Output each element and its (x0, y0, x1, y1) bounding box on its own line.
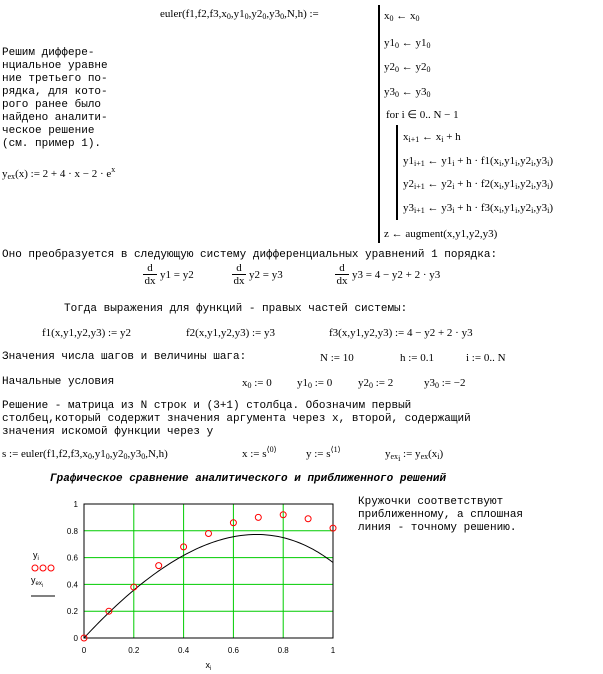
approx-point-8 (280, 512, 286, 518)
x-tick-1: 0.2 (128, 646, 140, 655)
program-bracket (378, 5, 380, 243)
deriv-1 (142, 262, 158, 287)
deriv-2-dx: dx (233, 275, 245, 287)
deriv-3-dx: dx (336, 275, 348, 287)
x-tick-0: 0 (81, 646, 87, 655)
y-tick-2: 0.4 (66, 580, 78, 590)
chart-legend (31, 550, 55, 596)
solution-text: Решение - матрица из N строк и (3+1) столбца. Обозначим первый столбец,который содержит значения аргумента через x, второй, содержащий значения искомой функции через y (2, 400, 471, 438)
deriv-1-dx: dx (144, 275, 156, 287)
assign-x: x := $s^{⟨0⟩}$ (242, 445, 277, 460)
x-tick-2: 0.4 (178, 646, 190, 655)
approx-point-6 (230, 520, 236, 526)
system-eq-2: y2 = y3 (249, 269, 283, 281)
euler-line-y10: $y1_0$ ← $y1_0$ (384, 37, 431, 50)
x-tick-3: 0.6 (227, 646, 239, 655)
graph-note: Кружочки соответствуют приближенному, а сплошная линия - точному решению. (358, 496, 524, 534)
legend-marker-0 (32, 565, 38, 571)
euler-header: $euler(f1,f2,f3,x_0,y1_0,y2_0,y3_0,N,h)$ := (160, 8, 319, 21)
chart-grid (84, 504, 333, 638)
initial-x0: $x_0$ := 0 (242, 377, 272, 390)
chart-axes (84, 504, 333, 638)
system-eq-3: y3 = 4 − y2 + 2 · y3 (352, 269, 441, 281)
func-f3: f3(x,y1,y2,y3) := 4 − y2 + 2 · y3 (329, 327, 473, 339)
y-tick-0: 0 (73, 634, 78, 643)
yex-definition: $y_{ex}(x)$ := $2 + 4 \cdot x - 2 \cdot e^x$ (2, 165, 116, 181)
legend-marker-2 (48, 565, 54, 571)
intro-text: Решим диффере- нциальное уравне ние третьего по- рядка, для кото- рого ранее было найдено аналити- ческое решение (см. пример 1). (2, 47, 108, 150)
approx-point-4 (181, 544, 187, 550)
chart-tick-labels (67, 500, 336, 672)
approx-point-5 (206, 530, 212, 536)
steps-text: Значения числа шагов и величины шага: (2, 351, 247, 363)
assign-y: y := $s^{⟨1⟩}$ (306, 445, 341, 460)
euler-line-y20: $y2_0$ ← $y2_0$ (384, 61, 431, 74)
deriv-3-d: d (339, 262, 345, 274)
exact-solution-curve (84, 534, 333, 638)
rhs-text: Тогда выражения для функций - правых частей системы: (64, 303, 408, 315)
euler-for-line: for i ∈ 0.. N − 1 (386, 109, 459, 121)
assign-s: s := $euler(f1,f2,f3,x_0,y1_0,y2_0,y3_0,N,h)$ (2, 448, 168, 461)
plot-frame (84, 504, 333, 638)
exact-curve-line (84, 534, 333, 638)
approx-point-9 (305, 516, 311, 522)
y-tick-5: 1 (73, 500, 78, 509)
approx-point-10 (330, 525, 336, 531)
approx-solution-points (81, 512, 336, 641)
approx-point-2 (131, 584, 137, 590)
transform-text: Оно преобразуется в следующую систему дифференциальных уравнений 1 порядка: (2, 249, 498, 261)
deriv-2 (231, 262, 247, 287)
loop-line-x: $x_{i+1}$ ← $x_i + h$ (403, 131, 461, 144)
approx-point-1 (106, 608, 112, 614)
y-tick-4: 0.8 (66, 526, 78, 536)
x-tick-4: 0.8 (277, 646, 289, 655)
legend-marker-1 (40, 565, 46, 571)
deriv-1-d: d (147, 262, 153, 274)
param-N: N := 10 (320, 352, 354, 364)
func-f1: f1(x,y1,y2,y3) := y2 (42, 327, 131, 339)
deriv-2-d: d (236, 262, 242, 274)
loop-line-y3: $y3_{i+1}$ ← $y3_i + h \cdot f3(x_i,y1_i,y2_i,y3_i)$ (403, 202, 554, 215)
loop-line-y1: $y1_{i+1}$ ← $y1_i + h \cdot f1(x_i,y1_i,y2_i,y3_i)$ (403, 155, 554, 168)
initial-y10: $y1_0$ := 0 (297, 377, 333, 390)
y-tick-3: 0.6 (66, 553, 78, 563)
param-i: i := 0.. N (466, 352, 506, 364)
approx-point-7 (255, 514, 261, 520)
param-h: h := 0.1 (400, 352, 435, 364)
deriv-3 (334, 262, 350, 287)
graph-title: Графическое сравнение аналитического и приближенного решений (50, 473, 447, 485)
legend-label-y: $y_i$ (33, 550, 39, 562)
initial-y20: $y2_0$ := 2 (358, 377, 394, 390)
initial-y30: $y3_0$ := −2 (424, 377, 466, 390)
func-f2: f2(x,y1,y2,y3) := y3 (186, 327, 275, 339)
loop-bracket (396, 125, 398, 220)
euler-line-y30: $y3_0$ ← $y3_0$ (384, 86, 431, 99)
approx-point-0 (81, 635, 87, 641)
euler-result-line: z ← augment(x,y1,y2,y3) (384, 228, 498, 240)
approx-point-3 (156, 563, 162, 569)
x-tick-5: 1 (330, 646, 336, 655)
initial-text: Начальные условия (2, 376, 115, 388)
legend-label-yex: $y_{exi}$ (31, 575, 43, 589)
assign-yex: $y_{ex_i}$ := $y_{ex}(x_i)$ (385, 448, 444, 463)
y-tick-1: 0.2 (66, 607, 78, 617)
loop-line-y2: $y2_{i+1}$ ← $y2_i + h \cdot f2(x_i,y1_i,y2_i,y3_i)$ (403, 178, 554, 191)
system-eq-1: y1 = y2 (160, 269, 194, 281)
euler-line-x0: $x_0$ ← $x_0$ (384, 10, 420, 23)
x-axis-label: $x_i$ (205, 660, 212, 672)
